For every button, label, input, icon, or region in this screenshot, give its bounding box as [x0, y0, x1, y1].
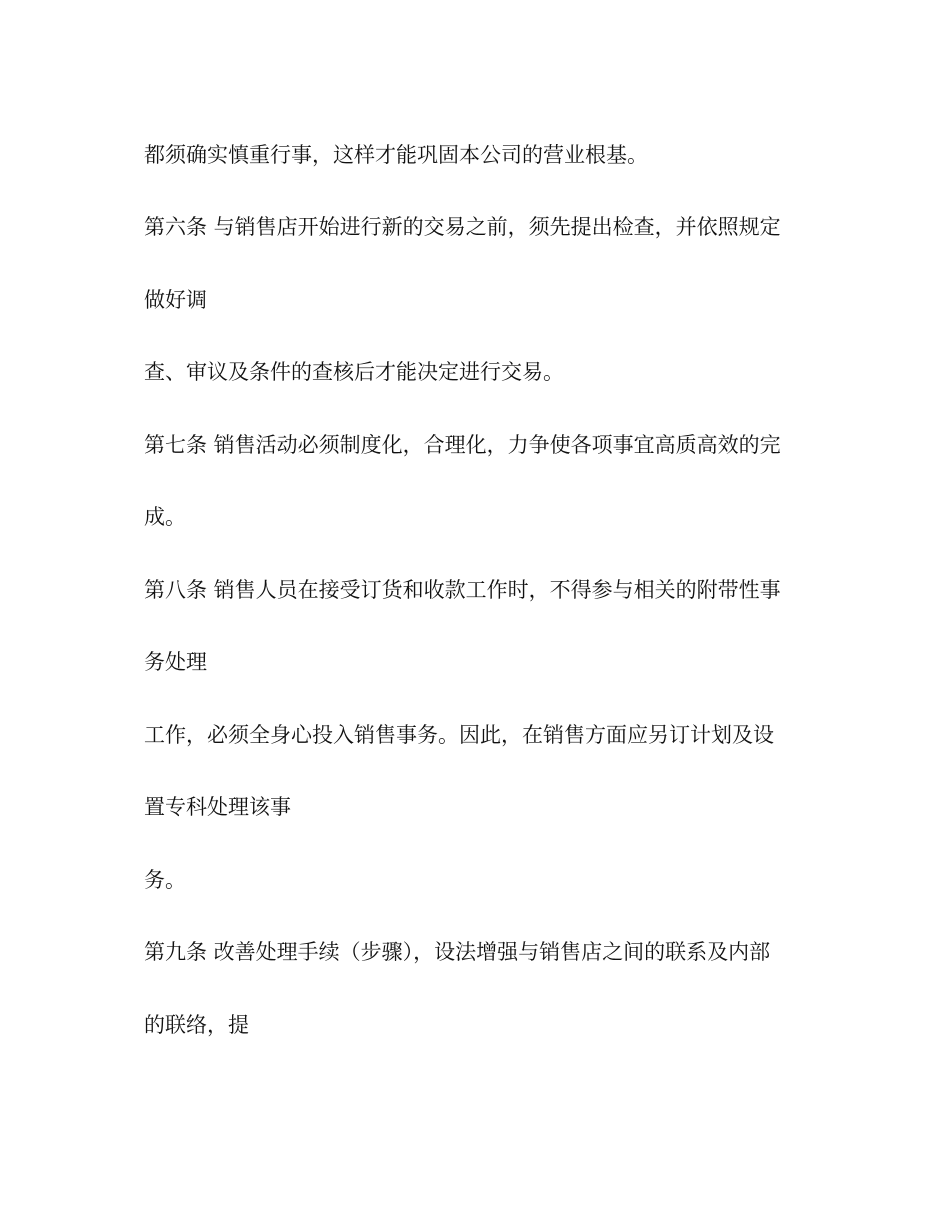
text-line: 做好调 — [144, 288, 207, 312]
text-line: 第七条 销售活动必须制度化，合理化，力争使各项事宜高质高效的完 — [144, 433, 781, 457]
text-line: 第八条 销售人员在接受订货和收款工作时，不得参与相关的附带性事 — [144, 578, 781, 602]
text-line: 第九条 改善处理手续（步骤），设法增强与销售店之间的联系及内部 — [144, 940, 771, 964]
text-line: 务。 — [144, 868, 186, 892]
text-line: 置专科处理该事 — [144, 795, 291, 819]
text-line: 第六条 与销售店开始进行新的交易之前，须先提出检查，并依照规定 — [144, 215, 781, 239]
text-line: 成。 — [144, 505, 186, 529]
text-line: 都须确实慎重行事，这样才能巩固本公司的营业根基。 — [144, 143, 648, 167]
text-line: 的联络，提 — [144, 1013, 249, 1037]
text-line: 工作，必须全身心投入销售事务。因此，在销售方面应另订计划及设 — [144, 723, 774, 747]
text-line: 务处理 — [144, 650, 207, 674]
text-line: 查、审议及条件的查核后才能决定进行交易。 — [144, 360, 564, 384]
